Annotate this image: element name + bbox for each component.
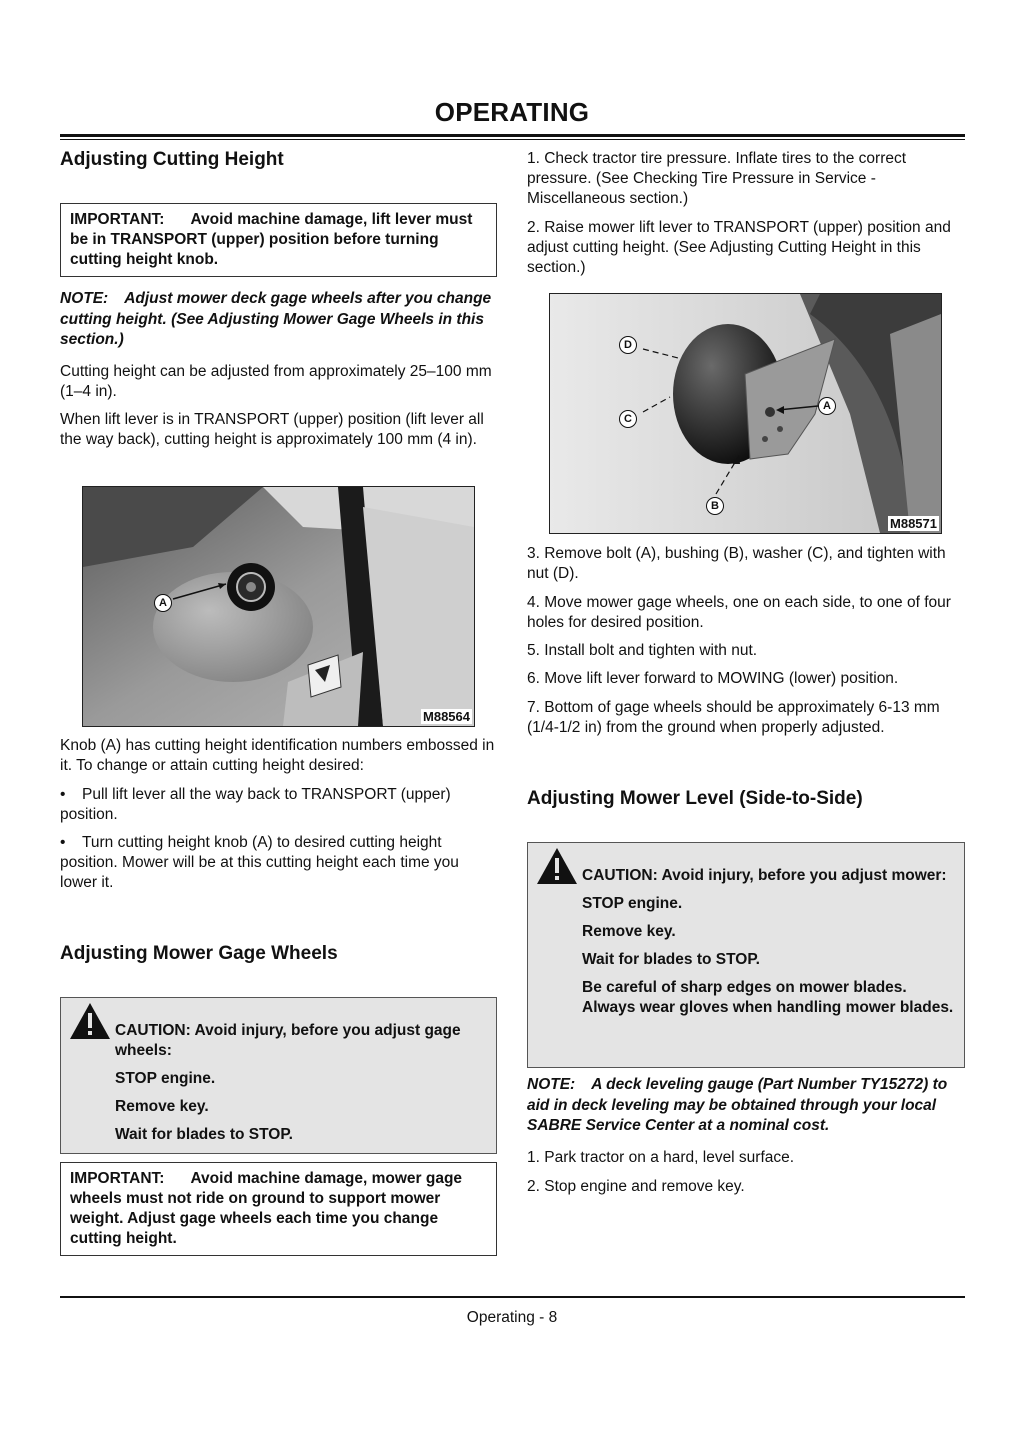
caution-line: STOP engine. bbox=[582, 895, 683, 912]
callout-d: D bbox=[619, 336, 637, 354]
step-2: 2. Raise mower lift lever to TRANSPORT (upper) position and adjust cutting height. (See Adjusting Cutting Height in this section.) bbox=[527, 219, 951, 276]
important-box-gage-wheels bbox=[60, 1162, 497, 1256]
header-rule bbox=[60, 134, 965, 137]
step-5: 5. Install bolt and tighten with nut. bbox=[527, 642, 758, 659]
bullet-item bbox=[60, 785, 497, 825]
bullet-text: • Turn cutting height knob (A) to desired cutting height position. Mower will be at this cutting height each time you lower it. bbox=[60, 834, 459, 891]
note-label: NOTE: bbox=[60, 290, 109, 307]
step-1: 1. Check tractor tire pressure. Inflate tires to the correct pressure. (See Checking Tire Pressure in Service - Miscellaneous section.) bbox=[527, 150, 907, 207]
caution-line: STOP engine. bbox=[115, 1070, 216, 1087]
heading-adjusting-cutting-height: Adjusting Cutting Height bbox=[60, 149, 284, 170]
step-4: 4. Move mower gage wheels, one on each side, to one of four holes for desired position. bbox=[527, 594, 951, 631]
important-label: IMPORTANT: bbox=[70, 1170, 165, 1187]
page-title: OPERATING bbox=[434, 97, 590, 127]
knob-photo-illustration bbox=[83, 487, 474, 726]
important-box-lift-lever bbox=[60, 203, 497, 277]
figure-id: M88564 bbox=[423, 709, 470, 724]
caution-line: Wait for blades to STOP. bbox=[115, 1126, 293, 1143]
photo-gage-wheel bbox=[549, 293, 942, 534]
caution-text bbox=[115, 1021, 488, 1153]
level-step-1: 1. Park tractor on a hard, level surface. bbox=[527, 1149, 795, 1166]
caution-line: CAUTION: Avoid injury, before you adjust gage wheels: bbox=[115, 1022, 461, 1059]
caution-line: Remove key. bbox=[115, 1098, 209, 1115]
level-step-2: 2. Stop engine and remove key. bbox=[527, 1178, 745, 1195]
callout-b: B bbox=[706, 497, 724, 515]
note-text: Adjust mower deck gage wheels after you change cutting height. (See Adjusting Mower Gage Wheels in this section.) bbox=[60, 290, 492, 348]
bullet-text: • Pull lift lever all the way back to TRANSPORT (upper) position. bbox=[60, 786, 451, 823]
warning-icon bbox=[69, 1002, 111, 1046]
note-label: NOTE: bbox=[527, 1076, 576, 1093]
caution-line: Wait for blades to STOP. bbox=[582, 951, 760, 968]
heading-gage-wheels: Adjusting Mower Gage Wheels bbox=[60, 943, 338, 964]
callout-a: A bbox=[818, 397, 836, 415]
important-text: Avoid machine damage, mower gage wheels must not ride on ground to support mower weight. Adjust gage wheels each time you change cutting height. bbox=[70, 1170, 463, 1247]
note-text: A deck leveling gauge (Part Number TY15272) to aid in deck leveling may be obtained through your local SABRE Service Center at a nominal cost. bbox=[527, 1076, 948, 1134]
bullet-symbol: • bbox=[60, 786, 66, 803]
note-leveling-gauge bbox=[527, 1075, 965, 1137]
figure-id: M88571 bbox=[890, 516, 937, 531]
bullet-item bbox=[60, 833, 497, 893]
caution-box-mower-level bbox=[527, 842, 965, 1068]
step-3: 3. Remove bolt (A), bushing (B), washer (C), and tighten with nut (D). bbox=[527, 545, 946, 582]
callout-a: A bbox=[154, 594, 172, 612]
paragraph-knob-description: Knob (A) has cutting height identification numbers embossed in it. To change or attain cutting height desired: bbox=[60, 737, 495, 774]
step-7: 7. Bottom of gage wheels should be approximately 6-13 mm (1/4-1/2 in) from the ground when properly adjusted. bbox=[527, 699, 940, 736]
caution-box-gage-wheels bbox=[60, 997, 497, 1154]
important-label: IMPORTANT: bbox=[70, 211, 165, 228]
bullet-symbol: • bbox=[60, 834, 66, 851]
caution-line: CAUTION: Avoid injury, before you adjust mower: bbox=[582, 867, 947, 884]
paragraph-transport-height: When lift lever is in TRANSPORT (upper) position (lift lever all the way back), cutting height is approximately 100 mm (4 in). bbox=[60, 411, 484, 448]
heading-mower-level: Adjusting Mower Level (Side-to-Side) bbox=[527, 788, 863, 809]
callout-c: C bbox=[619, 410, 637, 428]
caution-line: Remove key. bbox=[582, 923, 676, 940]
header-rule-thin bbox=[60, 139, 965, 140]
photo-cutting-height-knob bbox=[82, 486, 475, 727]
important-text: Avoid machine damage, lift lever must be in TRANSPORT (upper) position before turning cutting height knob. bbox=[70, 211, 473, 268]
paragraph-cutting-range: Cutting height can be adjusted from approximately 25–100 mm (1–4 in). bbox=[60, 363, 492, 400]
caution-text bbox=[582, 866, 956, 1026]
note-gage-wheels bbox=[60, 289, 497, 351]
page-footer: Operating - 8 bbox=[466, 1309, 558, 1326]
footer-rule bbox=[60, 1296, 965, 1298]
warning-icon bbox=[536, 847, 578, 891]
step-6: 6. Move lift lever forward to MOWING (lower) position. bbox=[527, 670, 899, 687]
caution-line: Be careful of sharp edges on mower blades. Always wear gloves when handling mower blades. bbox=[582, 979, 954, 1016]
gage-wheel-photo-illustration bbox=[550, 294, 941, 533]
